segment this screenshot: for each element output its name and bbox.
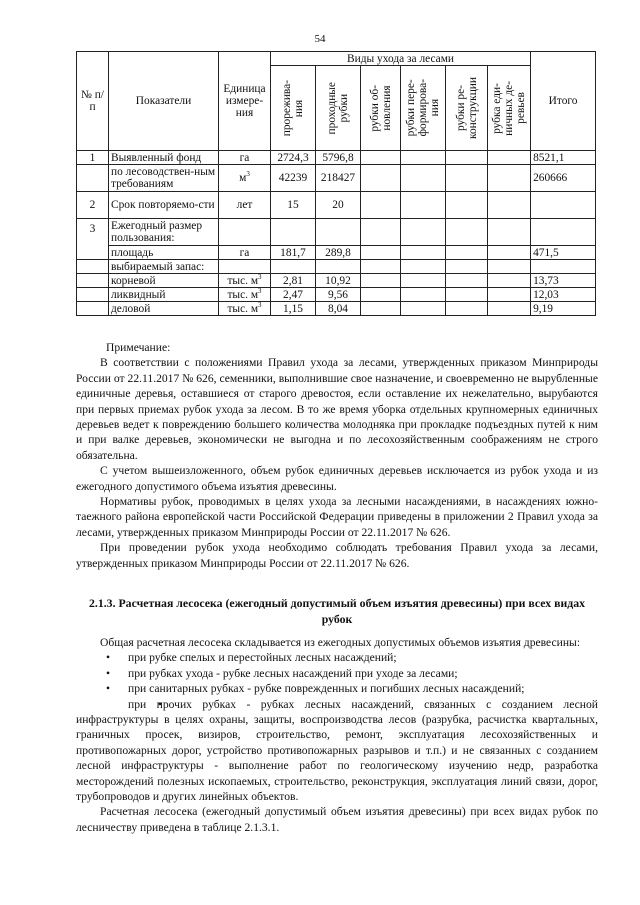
cell-indicator: Ежегодный размер пользования: — [109, 219, 219, 246]
forest-care-table — [76, 51, 596, 316]
cell-num: 2 — [77, 192, 109, 219]
cell-value — [361, 288, 401, 302]
cell-value — [488, 151, 531, 165]
cell-value — [446, 302, 488, 316]
table-row — [77, 260, 596, 274]
table-row — [77, 274, 596, 288]
cell-value: 181,7 — [271, 246, 316, 260]
cell-value — [361, 302, 401, 316]
cell-value — [446, 219, 488, 246]
header-type-label: рубки ре- конструкции — [454, 77, 479, 139]
header-type-0 — [271, 66, 316, 151]
cell-value — [488, 260, 531, 274]
cell-indicator: корневой — [109, 274, 219, 288]
cell-num — [77, 288, 109, 302]
page-number: 54 — [314, 33, 326, 45]
cell-value — [446, 192, 488, 219]
cell-unit: $м^3$ — [219, 165, 271, 192]
section-heading: 2.1.3. Расчетная лесосека (ежегодный допустимый объем изъятия древесины) при всех видах рубок — [88, 596, 586, 626]
cell-value — [401, 219, 446, 246]
header-type-1 — [316, 66, 361, 151]
cell-value — [361, 192, 401, 219]
header-type-label: рубка еди- ничных де- ревьев — [491, 80, 528, 136]
intro-paragraph: Общая расчетная лесосека складывается из ежегодных допустимых объемов изъятия древесины: — [100, 636, 581, 649]
header-type-2 — [361, 66, 401, 151]
cell-value — [446, 260, 488, 274]
cell-indicator: ликвидный — [109, 288, 219, 302]
cell-total: 9,19 — [531, 302, 596, 316]
cell-value — [488, 274, 531, 288]
section-body — [76, 635, 598, 835]
paragraph-1: В соответствии с положениями Правил ухода за лесами, утвержденных приказом Минприроды России от 22.11.2017 № 626, семенники, выполнившие свое назначение, и своевременно не вырубленные единичные деревья, оставшиеся от старого древостоя, если оставление их нежелательно, вырубаются при первых приемах рубок ухода за лесом. В то же время уборка отдельных крупномерных единичных деревьев ведет к повреждению большего количества молодняка при прокладке подъездных путей к ним и при валке деревьев, экономически не выгодна и по лесохозяйственным соображениям не строго обязательна. — [76, 356, 598, 462]
cell-value — [488, 219, 531, 246]
cell-value — [316, 260, 361, 274]
cell-value: 20 — [316, 192, 361, 219]
table-row — [77, 192, 596, 219]
cell-total: 12,03 — [531, 288, 596, 302]
bullet-item: • при рубке спелых и перестойных лесных насаждений; — [76, 650, 598, 665]
cell-unit: га — [219, 151, 271, 165]
cell-value — [488, 165, 531, 192]
notes-block — [76, 340, 598, 571]
cell-value: 5796,8 — [316, 151, 361, 165]
header-type-label: прорежива- ния — [281, 79, 305, 137]
cell-value — [446, 246, 488, 260]
paragraph-3: Нормативы рубок, проводимых в целях ухода за лесными насаждениями, в насаждениях южно-таежного района европейской части Российской Федерации приведены в приложении 2 Правил ухода за лесами, утвержденных приказом Минприроды России от 22.11.2017 № 626. — [76, 495, 598, 539]
cell-value — [316, 219, 361, 246]
cell-value — [488, 246, 531, 260]
header-type-5 — [488, 66, 531, 151]
header-type-3 — [401, 66, 446, 151]
cell-num — [77, 165, 109, 192]
closing-paragraph: Расчетная лесосека (ежегодный допустимый объем изъятия древесины) при всех видах рубок по лесничеству приведена в таблице 2.1.3.1. — [76, 805, 598, 834]
cell-total: 8521,1 — [531, 151, 596, 165]
cell-value: 218427 — [316, 165, 361, 192]
table-row — [77, 165, 596, 192]
cell-value — [361, 246, 401, 260]
table-row — [77, 219, 596, 246]
cell-unit — [219, 260, 271, 274]
cell-value — [361, 219, 401, 246]
cell-num: 1 — [77, 151, 109, 165]
cell-value: 2,47 — [271, 288, 316, 302]
bullet-item: • при прочих рубках - рубках лесных насаждений, связанных с созданием лесной инфраструктуры в целях охраны, защиты, воспроизводства лесов (разрубка, расчистка квартальных, граничных просек, визиров, строительство, ремонт, эксплуатация лесохозяйственных и противопожарных дорог, устройство противопожарных разрывов и т.п.) и не связанных с созданием лесной инфраструктуры - выполнение работ по геологическому изучению недр, разработка месторождений полезных ископаемых, строительство, реконструкция, эксплуатация линий связи, дорог, трубопроводов и других линейных объектов. — [76, 697, 598, 805]
cell-value — [271, 219, 316, 246]
cell-value — [271, 260, 316, 274]
cell-value: 289,8 — [316, 246, 361, 260]
header-type-4 — [446, 66, 488, 151]
cell-value — [361, 260, 401, 274]
cell-num — [77, 302, 109, 316]
cell-value — [361, 151, 401, 165]
cell-value — [401, 274, 446, 288]
header-type-label: проходные рубки — [326, 81, 350, 135]
table-row — [77, 151, 596, 165]
note-label: Примечание: — [106, 341, 171, 354]
cell-value: 2,81 — [271, 274, 316, 288]
cell-total — [531, 260, 596, 274]
cell-value — [401, 151, 446, 165]
cell-value — [401, 302, 446, 316]
header-indicator: Показатели — [109, 52, 219, 151]
bullet-item: • при рубках ухода - рубке лесных насаждений при уходе за лесами; — [76, 666, 598, 681]
cell-num — [77, 260, 109, 274]
cell-value — [361, 274, 401, 288]
cell-total: 260666 — [531, 165, 596, 192]
header-total: Итого — [531, 52, 596, 151]
cell-unit: тыс. $м^3$ — [219, 302, 271, 316]
bullet-list — [76, 650, 598, 804]
cell-unit — [219, 219, 271, 246]
paragraph-2: С учетом вышеизложенного, объем рубок единичных деревьев исключается из рубок ухода и из ежегодного допустимого объема изъятия древесины. — [76, 464, 598, 493]
header-unit: Единица измере-ния — [219, 52, 271, 151]
cell-indicator: Срок повторяемо-сти — [109, 192, 219, 219]
cell-value — [446, 274, 488, 288]
cell-value: 9,56 — [316, 288, 361, 302]
cell-unit: тыс. $м^3$ — [219, 288, 271, 302]
cell-value — [446, 288, 488, 302]
cell-value — [488, 192, 531, 219]
cell-value — [488, 302, 531, 316]
header-type-label: рубки об- новления — [368, 84, 393, 132]
table-row — [77, 246, 596, 260]
cell-num: 3 — [77, 219, 109, 260]
header-num: № п/п — [77, 52, 109, 151]
cell-value — [401, 246, 446, 260]
cell-total: 13,73 — [531, 274, 596, 288]
cell-value — [401, 288, 446, 302]
cell-value: 15 — [271, 192, 316, 219]
cell-unit: лет — [219, 192, 271, 219]
table-row — [77, 288, 596, 302]
paragraph-4: При проведении рубок ухода необходимо соблюдать требования Правил ухода за лесами, утвержденных приказом Минприроды России от 22.11.2017 № 626. — [76, 541, 598, 570]
cell-indicator: Выявленный фонд — [109, 151, 219, 165]
cell-value: 1,15 — [271, 302, 316, 316]
cell-value: 8,04 — [316, 302, 361, 316]
cell-value — [401, 165, 446, 192]
cell-total: 471,5 — [531, 246, 596, 260]
cell-indicator: площадь — [109, 246, 219, 260]
cell-value — [446, 151, 488, 165]
cell-value: 2724,3 — [271, 151, 316, 165]
cell-indicator: деловой — [109, 302, 219, 316]
cell-total — [531, 219, 596, 246]
header-type-label: рубки пере- формирова- ния — [405, 79, 441, 137]
cell-value: 10,92 — [316, 274, 361, 288]
cell-num — [77, 274, 109, 288]
cell-unit: га — [219, 246, 271, 260]
cell-value — [488, 288, 531, 302]
cell-indicator: выбираемый запас: — [109, 260, 219, 274]
cell-value — [446, 165, 488, 192]
bullet-item: • при санитарных рубках - рубке поврежденных и погибших лесных насаждений; — [76, 681, 598, 696]
cell-value: 42239 — [271, 165, 316, 192]
cell-unit: тыс. $м^3$ — [219, 274, 271, 288]
cell-total — [531, 192, 596, 219]
cell-value — [361, 165, 401, 192]
header-group: Виды ухода за лесами — [271, 52, 531, 66]
cell-indicator: по лесоводствен-ным требованиям — [109, 165, 219, 192]
cell-value — [401, 260, 446, 274]
table-row — [77, 302, 596, 316]
cell-value — [401, 192, 446, 219]
